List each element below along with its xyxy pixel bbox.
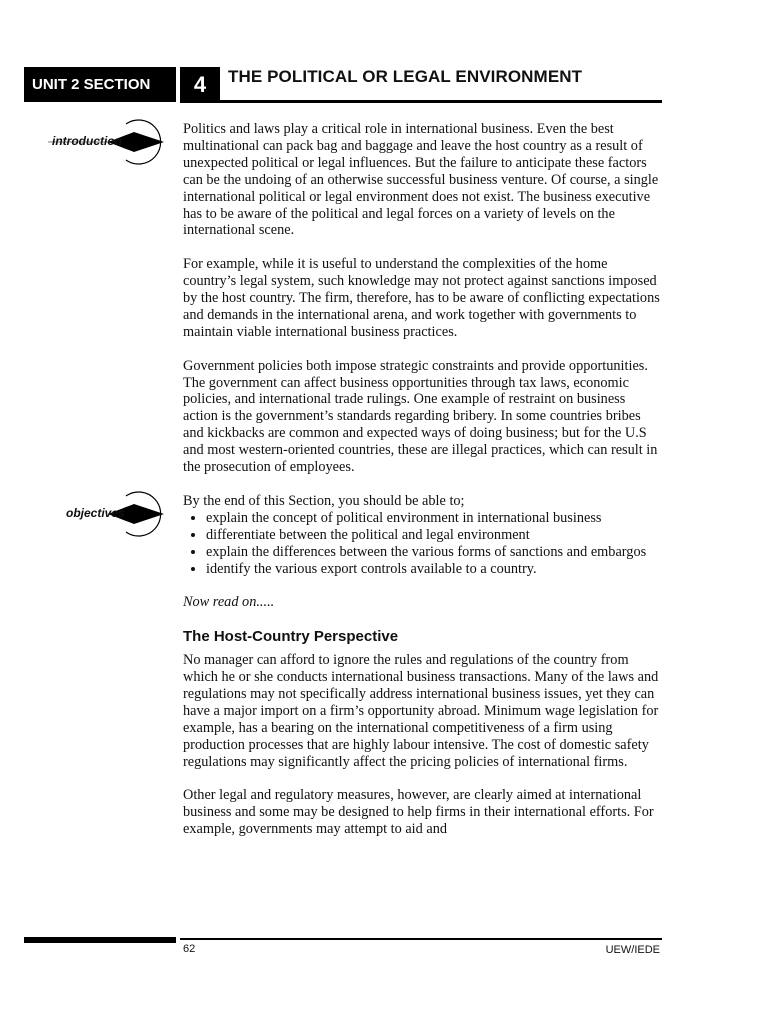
introduction-label: introduction	[52, 134, 122, 148]
objectives-label: objectives	[66, 506, 125, 520]
intro-paragraph-2: For example, while it is useful to understand the complexities of the home country’s legal system, such knowledge may not protect against sanctions imposed by the host country. The firm, therefore, has to be aware of conflicting expectations and demands in the international arena, and work together with governments to maintain viable international business practices.	[183, 256, 660, 340]
intro-paragraph-1: Politics and laws play a critical role in international business. Even the best multinational can pack bag and baggage and leave the host country as a result of unexpected political or legal influences. But the failure to anticipate these factors can be the undoing of an otherwise successful business venture. Of course, a single international political or legal environment does not exist. The business executive has to be aware of the political and legal forces on a variety of levels on the international scene.	[183, 121, 659, 239]
intro-paragraph-3: Government policies both impose strategic constraints and provide opportunities. The government can affect business opportunities through tax laws, economic policies, and international trade rulings. One example of restraint on business action is the government’s standards regarding bribery. In some countries bribes and kickbacks are common and expected ways of doing business; but for the U.S and most western-oriented countries, these are illegal practices, which can result in the prosecution of employees.	[183, 357, 658, 476]
objectives-list	[183, 510, 663, 578]
section-title: THE POLITICAL OR LEGAL ENVIRONMENT	[228, 67, 583, 86]
page-number: 62	[183, 943, 196, 955]
footer-bar	[24, 937, 176, 943]
objective-item: • identify the various export controls available to a country.	[206, 561, 663, 578]
unit-section-label: UNIT 2 SECTION	[24, 67, 176, 102]
footer-code: UEW/IEDE	[605, 944, 660, 956]
header-rule	[180, 100, 662, 103]
introduction-marker	[48, 118, 168, 166]
objective-item: • explain the concept of political environment in international business	[206, 510, 663, 527]
section-subheading: The Host-Country Perspective	[183, 628, 399, 646]
body-content	[183, 121, 663, 855]
objective-item: • explain the differences between the various forms of sanctions and embargos	[206, 544, 663, 561]
now-read-on: Now read on.....	[183, 594, 275, 611]
host-paragraph-2: Other legal and regulatory measures, however, are clearly aimed at international business and some may be designed to help firms in their international efforts. For example, governments may attempt to aid and	[183, 787, 654, 838]
objectives-marker	[48, 490, 168, 538]
objective-item: • differentiate between the political and legal environment	[206, 527, 663, 544]
host-paragraph-1: No manager can afford to ignore the rules and regulations of the country from which he or she conducts international business transactions. Many of the laws and regulations may not specifically address international business issues, yet they can have a major import on a firm’s opportunity abroad. Minimum wage legislation for example, has a bearing on the international competitiveness of a firm using production processes that are highly labour intensive. The cost of domestic safety regulations may significantly affect the pricing policies of international firms.	[183, 652, 659, 770]
footer-rule	[180, 938, 662, 940]
objectives-lead: By the end of this Section, you should be able to;	[183, 492, 465, 509]
section-number: 4	[180, 67, 220, 102]
